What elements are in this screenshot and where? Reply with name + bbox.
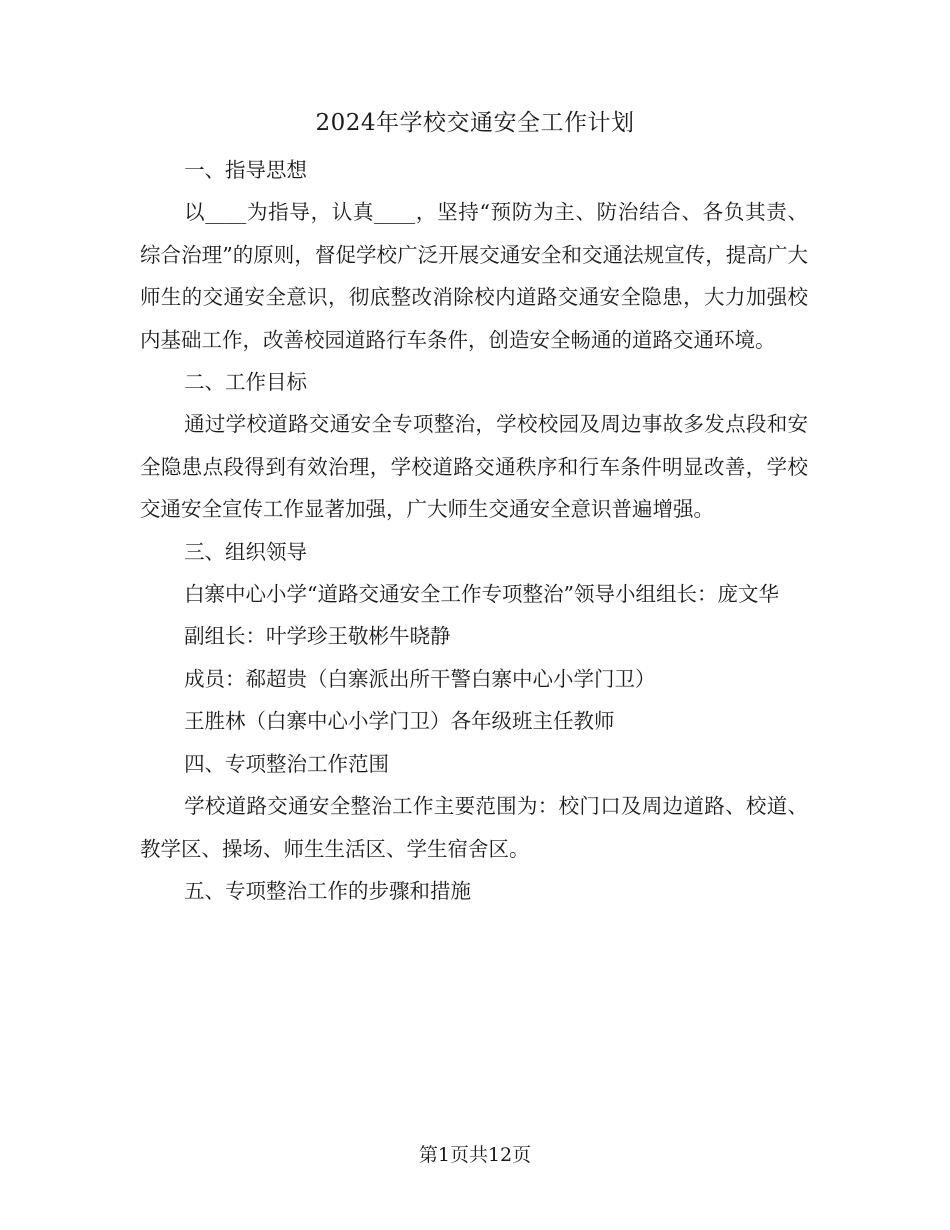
section-heading-guiding-ideology: 一、指导思想 (184, 158, 308, 182)
paragraph-members-continued: 王胜林（白寨中心小学门卫）各年级班主任教师 (184, 709, 615, 734)
section-heading-work-goals: 二、工作目标 (184, 370, 308, 395)
section-heading-scope: 四、专项整治工作范围 (184, 751, 390, 776)
section-heading-steps-measures: 五、专项整治工作的步骤和措施 (184, 878, 472, 903)
paragraph-deputy-leaders: 副组长：叶学珍王敬彬牛晓静 (184, 624, 451, 649)
paragraph-members: 成员：郗超贵（白寨派出所干警白寨中心小学门卫） (184, 666, 656, 691)
paragraph-scope: 学校道路交通安全整治工作主要范围为：校门口及周边道路、校道、教学区、操场、师生生活区、学生宿舍区。 (140, 794, 808, 861)
section-heading-organization: 三、组织领导 (184, 539, 308, 564)
document-body (140, 149, 808, 912)
document-title: 2024年学校交通安全工作计划 (315, 110, 635, 136)
paragraph-group-leader: 白寨中心小学“道路交通安全工作专项整治”领导小组组长：庞文华 (184, 582, 780, 607)
page-number: 第1页共12页 (418, 1144, 532, 1166)
paragraph-work-goals: 通过学校道路交通安全专项整治，学校校园及周边事故多发点段和安全隐患点段得到有效治理，学校道路交通秩序和行车条件明显改善，学校交通安全宣传工作显著加强，广大师生交通安全意识普遍增强。 (140, 412, 808, 522)
paragraph-guiding-ideology: 以____为指导，认真____，坚持“预防为主、防治结合、各负其责、综合治理”的原则，督促学校广泛开展交通安全和交通法规宣传，提高广大师生的交通安全意识，彻底整改消除校内道路交通安全隐患，大力加强校内基础工作，改善校园道路行车条件，创造安全畅通的道路交通环境。 (140, 200, 808, 352)
